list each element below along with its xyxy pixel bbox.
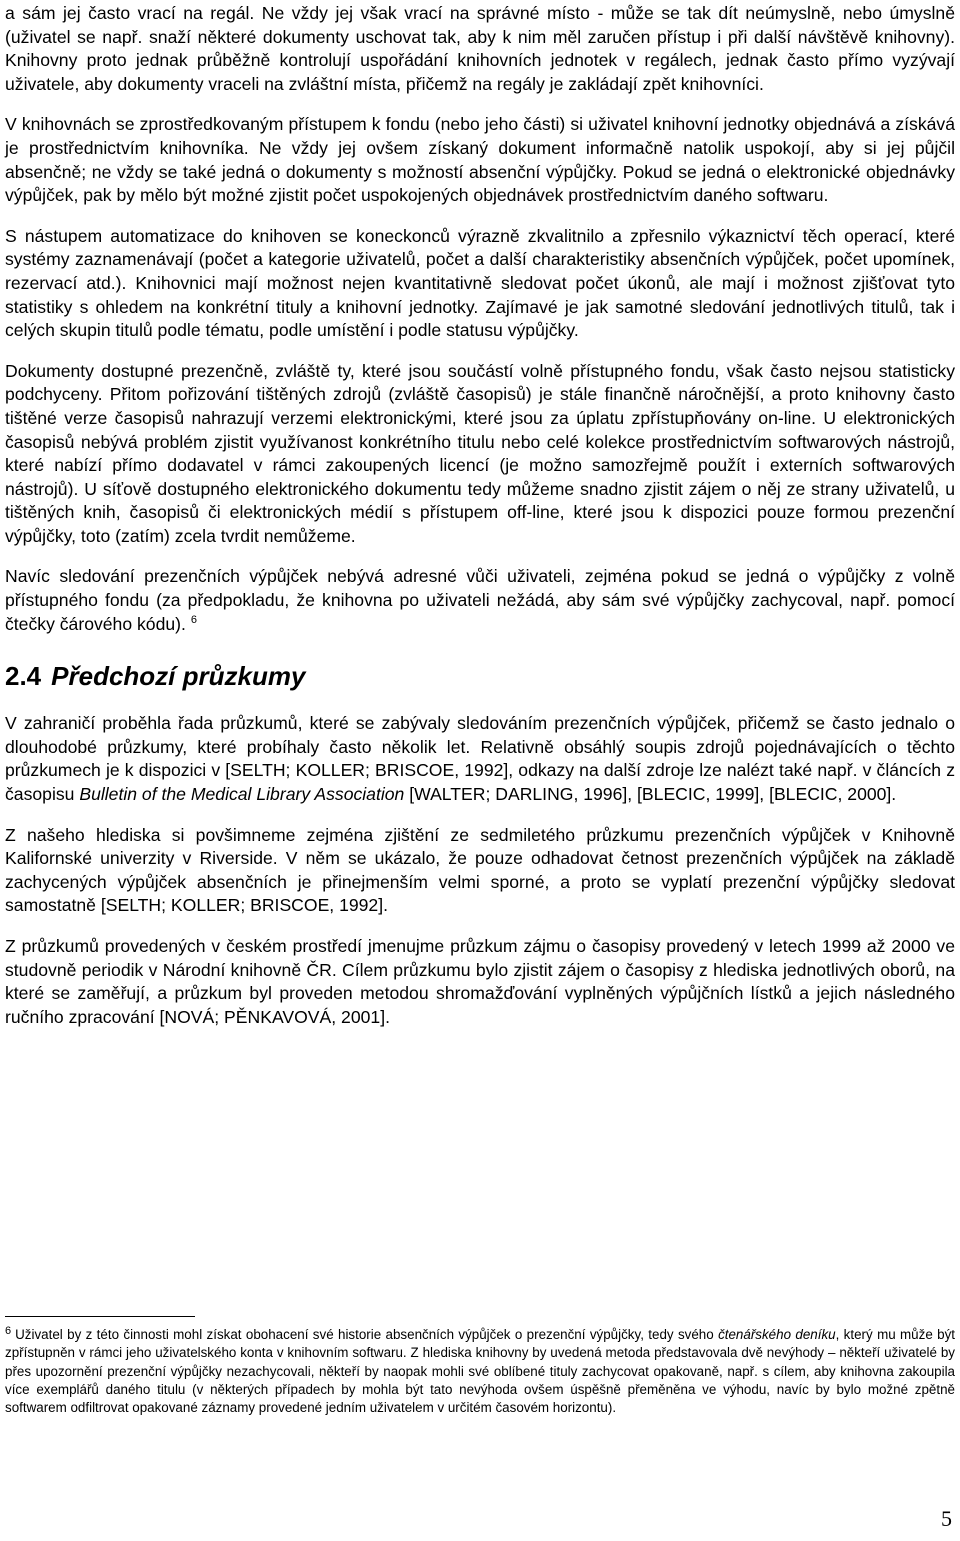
section-number: 2.4: [5, 661, 42, 692]
page-number: 5: [941, 1506, 952, 1531]
paragraph: Z průzkumů provedených v českém prostředí jmenujme průzkum zájmu o časopisy provedený v letech 1999 až 2000 ve studovně periodik v Národní knihovně ČR. Cílem průzkumu bylo zjistit zájem o časopisy z hlediska jednotlivých oborů, na které se zaměřují, a průzkum byl proveden metodou shromažďování vyplněných výpůjčních lístků a jejich následného ručního zpracování [NOVÁ; PĚNKAVOVÁ, 2001].: [5, 936, 955, 1027]
section-heading: [5, 660, 955, 692]
section-title: Předchozí průzkumy: [51, 661, 306, 692]
paragraph: V knihovnách se zprostředkovaným přístupem k fondu (nebo jeho části) si uživatel knihovní jednotky objednává a získává je prostřednictvím knihovníka. Ne vždy jej ovšem získaný dokument informačně natolik uspokojí, aby si jej půjčil absenčně; ne vždy se také jedná o dokumenty s možností absenční výpůjčky. Pokud se jedná o elektronické objednávky výpůjček, pak by mělo být možné zjistit počet uspokojených objednávek prostřednictvím daného softwaru.: [5, 114, 955, 206]
footnote-separator: [5, 1316, 195, 1317]
body-text: [5, 2, 955, 1046]
paragraph: S nástupem automatizace do knihoven se koneckonců výrazně zkvalitnilo a zpřesnilo výkaznictví těch operací, které systémy zaznamenávají (počet a kategorie uživatelů, počet a další charakteristiky absenčních výpůjček, počet upomínek, rezervací atd.). Knihovnici mají možnost nejen kvantitativně sledovat počet úkonů, ale mají i možnost zjišťovat tyto statistiky s ohledem na konkrétní tituly a knihovní jednotky. Zajímavé je jak samotné sledování jednotlivých titulů, tak i celých skupin titulů podle tématu, podle umístění i podle statusu výpůjčky.: [5, 225, 955, 341]
paragraph-text: Navíc sledování prezenčních výpůjček nebývá adresné vůči uživateli, zejména pokud se jedná o výpůjčky z volně přístupného fondu (za předpokladu, že knihovna po uživateli nežádá, aby sám své výpůjčky zachycoval, např. pomocí čtečky čárového kódu).: [5, 566, 955, 634]
paragraph: a sám jej často vrací na regál. Ne vždy jej však vrací na správné místo - může se tak dít neúmyslně, nebo úmyslně (uživatel se např. snaží některé dokumenty uschovat tak, aby k nim měl zaručen přístup i při další návštěvě knihovny). Knihovny proto jednak průběžně kontrolují uspořádání knihovních jednotek v regálech, jednak často přímo vyzývají uživatele, aby dokumenty vraceli na zvláštní místa, přičemž na regály je zakládají zpět knihovníci.: [5, 3, 955, 94]
paragraph: [5, 565, 955, 636]
footnote-text: Uživatel by z této činnosti mohl získat obohacení své historie absenčních výpůjček o prezenční výpůjčky, tedy svého: [15, 1327, 714, 1342]
paragraph-text: [WALTER; DARLING, 1996], [BLECIC, 1999], [BLECIC, 2000].: [409, 784, 897, 805]
paragraph: [5, 712, 955, 806]
paragraph-text: V zahraničí proběhla řada průzkumů, které se zabývaly sledováním prezenčních výpůjček, přičemž se často jednalo o dlouhodobé průzkumy, které probíhaly často několik let. Relativně obsáhlý soupis zdrojů pojednávajících o těchto průzkumech je k dispozici v [SELTH; KOLLER; BRISCOE, 1992], odkazy na další zdroje lze nalézt také např. v článcích z časopisu: [5, 713, 955, 805]
paragraph: Dokumenty dostupné prezenčně, zvláště ty, které jsou součástí volně přístupného fondu, však často nejsou statisticky podchyceny. Přitom pořizování tištěných zdrojů (zvláště časopisů) je stále finančně náročnější, a proto knihovny často tištěné verze časopisů nahrazují verzemi elektronickými, které jsou za úplatu zpřístupňovány on-line. U elektronických časopisů nebývá problém zjistit využívanost konkrétního titulu nebo celé kolekce prostřednictvím softwarových nástrojů, které nabízí přímo dodavatel v rámci zakoupených licencí (je možno samozřejmě použít i externích softwarových nástrojů). U síťově dostupného elektronického dokumentu tedy můžeme snadno zjistit zájem o něj ze strany uživatelů, u tištěných knih, časopisů či elektronických médií s přístupem off-line, které jsou k dispozici pouze formou prezenční výpůjčky, toto (zatím) zcela tvrdit nemůžeme.: [5, 360, 955, 546]
journal-title: Bulletin of the Medical Library Association: [79, 784, 405, 805]
footnote: [5, 1326, 955, 1417]
paragraph: Z našeho hlediska si povšimneme zejména zjištění ze sedmiletého průzkumu prezenčních výpůjček v Knihovně Kalifornské univerzity v Riverside. V něm se ukázalo, že pouze odhadovat četnost prezenčních výpůjček na základě zachycených výpůjček absenčních je přinejmenším velmi sporné, a proto se vyplatí prezenční výpůjčky sledovat samostatně [SELTH; KOLLER; BRISCOE, 1992].: [5, 824, 955, 916]
footnote-reference[interactable]: 6: [190, 613, 197, 626]
footnote-text: , který mu může být zpřístupněn v rámci jeho uživatelského konta v knihovním softwaru. Z hlediska knihovny by uvedená metoda představovala dvě nevýhody – někteří uživatelé by přes upozornění prezenční výpůjčky nezachycovali, někteří by naopak mohli své oblíbené tituly zachycovat opakovaně, např. s cílem, aby knihovna zakoupila více exemplářů daného titulu (v některých případech by mohla být tato nevýhoda ovšem úspěšně přeměněna ve výhodu, navíc by bylo možné zpětně softwarem odfiltrovat opakované záznamy provedené jedním uživatelem v určitém časovém horizontu).: [5, 1327, 956, 1416]
footnote-italic: čtenářského deníku: [718, 1327, 836, 1342]
footnote-mark: 6: [5, 1324, 12, 1337]
